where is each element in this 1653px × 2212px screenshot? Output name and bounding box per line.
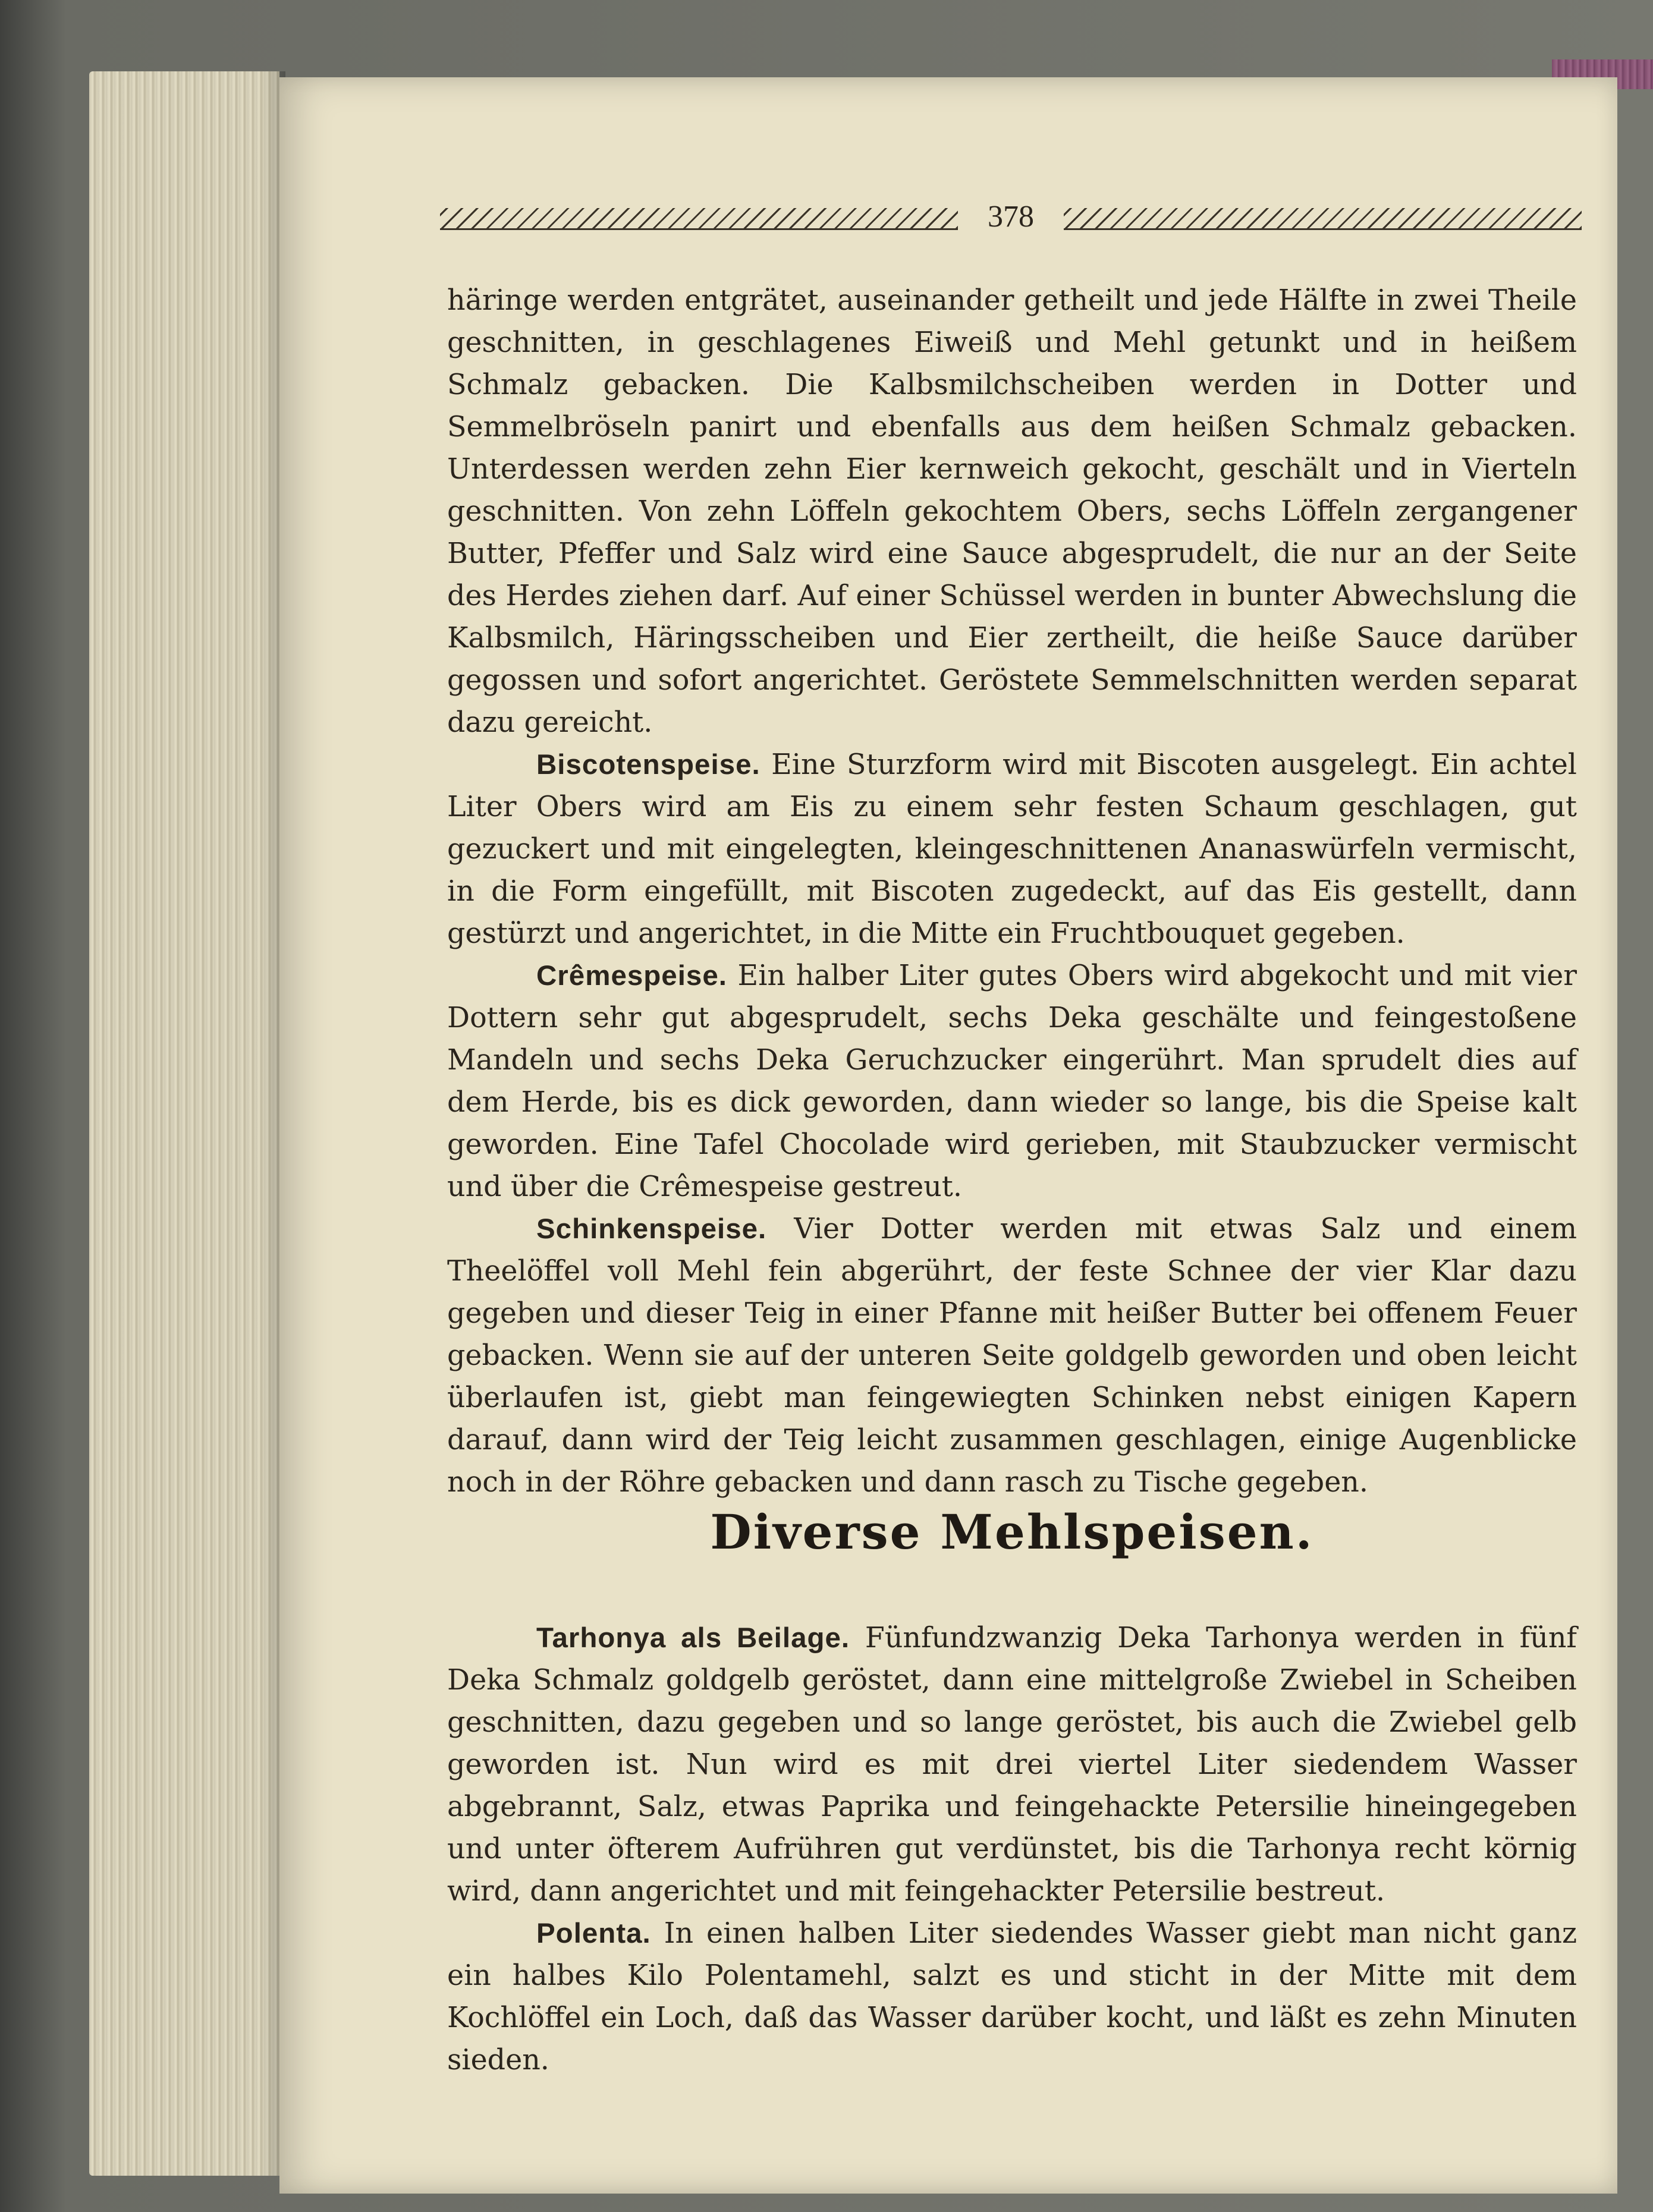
recipe-heading: Polenta. [536, 1918, 651, 1949]
recipe-text: Vier Dotter werden mit etwas Salz und einem Theelöffel voll Mehl fein abgerührt, der feste Schnee der vier Klar dazu gegeben und dieser Teig in einer Pfanne mit heißer Butter bei offenem Feuer gebacken. Wenn sie auf der unteren Seite goldgelb geworden und oben leicht überlaufen ist, giebt man feingewiegten Schinken nebst einigen Kapern darauf, dann wird der Teig leicht zusammen geschlagen, einige Augenblicke noch in der Röhre gebacken und dann rasch zu Tische gegeben. [447, 1213, 1577, 1499]
recipe-tarhonya [447, 1617, 1577, 1912]
recipe-text: Ein halber Liter gutes Obers wird abgekocht und mit vier Dottern sehr gut abgesprudelt, sechs Deka geschälte und feingestoßene Mandeln und sechs Deka Geruchzucker eingerührt. Man sprudelt dies auf dem Herde, bis es dick geworden, dann wieder so lange, bis die Speise kalt geworden. Eine Tafel Chocolade wird gerieben, mit Staubzucker vermischt und über die Crêmespeise gestreut. [447, 959, 1577, 1203]
recipe-heading: Crêmespeise. [536, 960, 727, 992]
recipe-polenta [447, 1912, 1577, 2081]
recipe-text: In einen halben Liter siedendes Wasser giebt man nicht ganz ein halbes Kilo Polentamehl, salzt es und sticht in der Mitte mit dem Kochlöffel ein Loch, daß das Wasser darüber kocht, und läßt es zehn Minuten sieden. [447, 1917, 1577, 2076]
recipe-heading: Schinkenspeise. [536, 1213, 767, 1245]
recipe-text: Fünfundzwanzig Deka Tarhonya werden in fünf Deka Schmalz goldgelb geröstet, dann eine mittelgroße Zwiebel in Scheiben geschnitten, dazu gegeben und so lange geröstet, bis auch die Zwiebel gelb geworden ist. Nun wird es mit drei viertel Liter siedendem Wasser abgebrannt, Salz, etwas Paprika und feingehackte Petersilie hineingegeben und unter öfterem Aufrühren gut verdünstet, bis die Tarhonya recht körnig wird, dann angerichtet und mit feingehackter Petersilie bestreut. [447, 1622, 1577, 1908]
recipe-heading: Tarhonya als Beilage. [536, 1622, 850, 1654]
recipe-biscotenspeise [447, 744, 1577, 955]
book-page-edges [89, 71, 279, 2176]
section-title: Diverse Mehlspeisen. [710, 1504, 1314, 1560]
header-ornament-right [1064, 208, 1582, 230]
recipe-cremespeise [447, 955, 1577, 1208]
paragraph-continued [447, 279, 1577, 744]
header-ornament-left [440, 208, 958, 230]
page-header [440, 196, 1582, 238]
paragraph-text: häringe werden entgrätet, auseinander getheilt und jede Hälfte in zwei Theile geschnitten, in geschlagenes Eiweiß und Mehl getunkt und in heißem Schmalz gebacken. Die Kalbsmilchscheiben werden in Dotter und Semmelbröseln panirt und ebenfalls aus dem heißen Schmalz gebacken. Unterdessen werden zehn Eier kernweich gekocht, geschält und in Vierteln geschnitten. Von zehn Löffeln gekochtem Obers, sechs Löffeln zergangener Butter, Pfeffer und Salz wird eine Sauce abgesprudelt, die nur an der Seite des Herdes ziehen darf. Auf einer Schüssel werden in bunter Abwechslung die Kalbsmilch, Häringsscheiben und Eier zertheilt, die heiße Sauce darüber gegossen und sofort angerichtet. Geröstete Semmelschnitten werden separat dazu gereicht. [447, 284, 1577, 739]
body-text-bottom [447, 1617, 1577, 2081]
recipe-schinkenspeise [447, 1208, 1577, 1503]
page-number: 378 [988, 200, 1034, 234]
recipe-text: Eine Sturzform wird mit Biscoten ausgelegt. Ein achtel Liter Obers wird am Eis zu einem sehr festen Schaum geschlagen, gut gezuckert und mit eingelegten, kleingeschnittenen Ananaswürfeln vermischt, in die Form eingefüllt, mit Biscoten zugedeckt, auf das Eis gestellt, dann gestürzt und angerichtet, in die Mitte ein Fruchtbouquet gegeben. [447, 748, 1577, 950]
recipe-heading: Biscotenspeise. [536, 749, 760, 781]
body-text-top [447, 279, 1577, 1503]
